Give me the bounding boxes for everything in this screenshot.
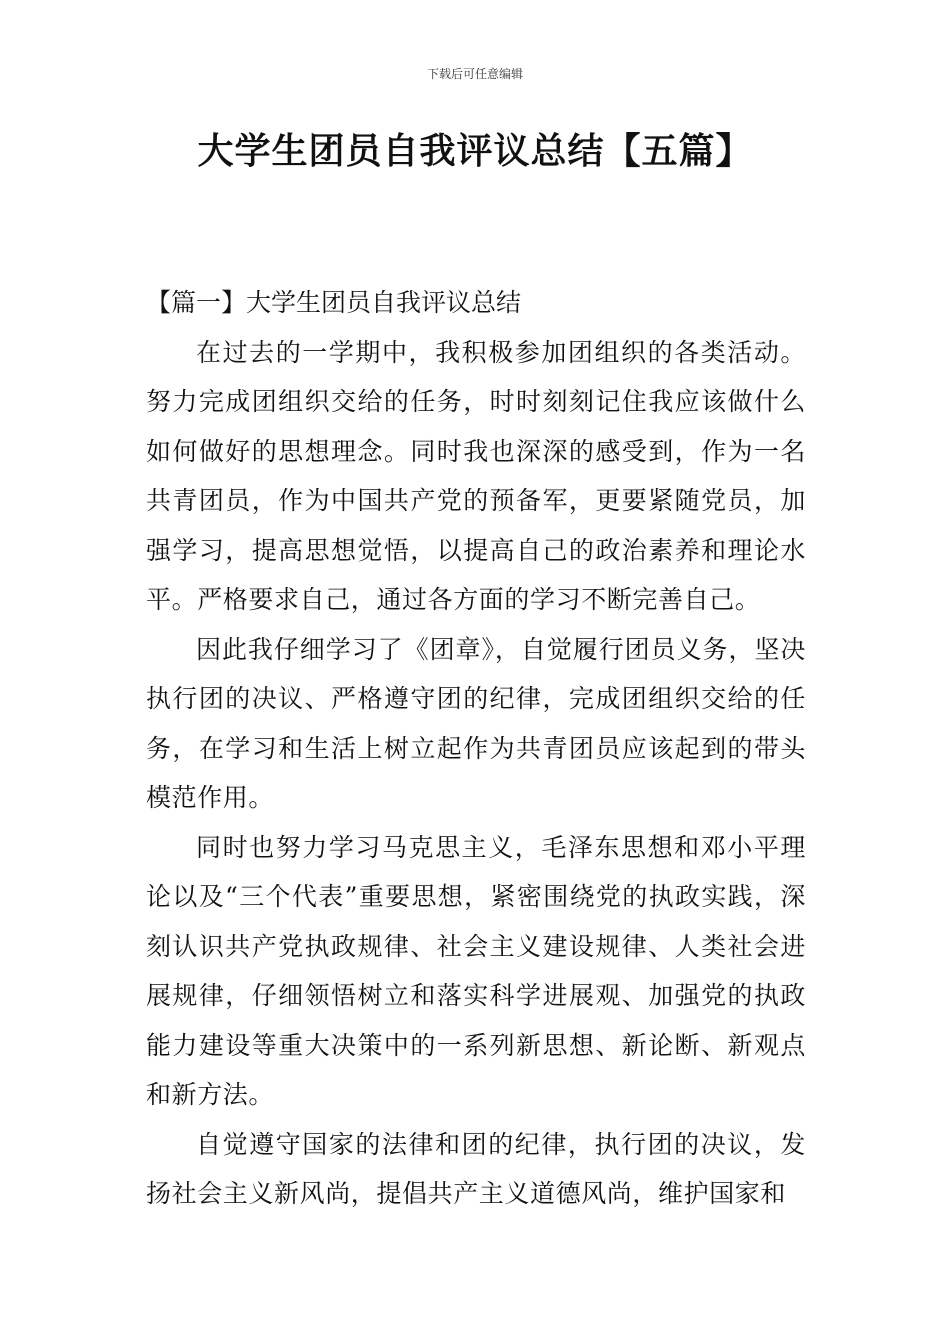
body-paragraph: 因此我仔细学习了《团章》，自觉履行团员义务，坚决执行团的决议、严格遵守团的纪律，完成团组织交给的任务，在学习和生活上树立起作为共青团员应该起到的带头模范作用。 <box>146 634 806 812</box>
section-heading: 【篇一】大学生团员自我评议总结 <box>146 288 522 317</box>
document-title: 大学生团员自我评议总结【五篇】 <box>197 131 753 172</box>
header-note: 下载后可任意编辑 <box>426 67 523 81</box>
body-paragraph: 自觉遵守国家的法律和团的纪律，执行团的决议，发扬社会主义新风尚，提倡共产主义道德风尚，维护国家和 <box>146 1129 806 1208</box>
body-paragraph: 在过去的一学期中，我积极参加团组织的各类活动。努力完成团组织交给的任务，时时刻刻记住我应该做什么如何做好的思想理念。同时我也深深的感受到，作为一名共青团员，作为中国共产党的预备军，更要紧随党员，加强学习，提高思想觉悟，以提高自己的政治素养和理论水平。严格要求自己，通过各方面的学习不断完善自己。 <box>146 337 806 614</box>
body-paragraph: 同时也努力学习马克思主义，毛泽东思想和邓小平理论以及“三个代表”重要思想，紧密围绕党的执政实践，深刻认识共产党执政规律、社会主义建设规律、人类社会进展规律，仔细领悟树立和落实科学进展观、加强党的执政能力建设等重大决策中的一系列新思想、新论断、新观点和新方法。 <box>146 832 806 1109</box>
document-body <box>146 278 806 1219</box>
